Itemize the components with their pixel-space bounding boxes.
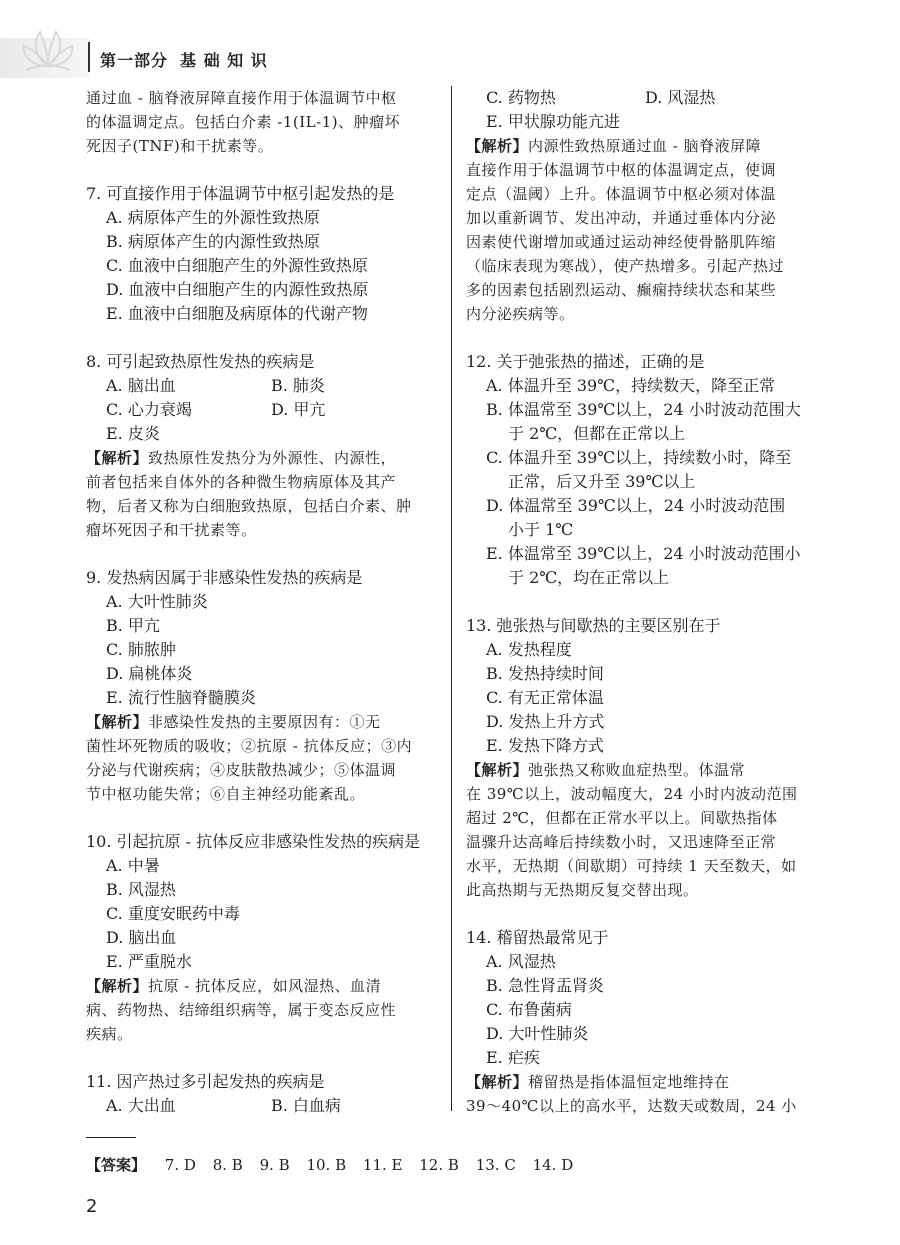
- option-a: A. 大叶性肺炎: [106, 592, 208, 611]
- option-line: E. 体温常至 39℃以上，24 小时波动范围小: [486, 544, 801, 563]
- question-11: [86, 1070, 436, 1118]
- option-line: 小于 1℃: [508, 520, 574, 539]
- option-b: B. 发热持续时间: [486, 664, 604, 683]
- question-7: [86, 182, 436, 326]
- answer-item: 11. E: [362, 1156, 403, 1174]
- right-column: [466, 86, 804, 1118]
- intro-explanation: [86, 86, 436, 158]
- text-line: 前者包括来自体外的各种微生物病原体及其产: [86, 473, 397, 491]
- section-title: [100, 48, 268, 71]
- option-d: D. 大叶性肺炎: [486, 1024, 589, 1043]
- text-line: 定点（温阈）上升。体温调节中枢必须对体温: [466, 185, 777, 203]
- question-12: [466, 350, 804, 590]
- option-e: E. 血液中白细胞及病原体的代谢产物: [106, 304, 368, 323]
- text-line: 抗原 - 抗体反应，如风湿热、血清: [148, 977, 382, 995]
- text-line: 内源性致热原通过血 - 脑脊液屏障: [528, 137, 762, 155]
- option-a: A. 风湿热: [486, 952, 556, 971]
- explanation-tag: 【解析】: [86, 449, 149, 467]
- question-stem: 14. 稽留热最常见于: [466, 928, 609, 947]
- question-8: [86, 350, 436, 542]
- option-line: 于 2℃，但都在正常以上: [508, 424, 686, 443]
- option-d: [466, 494, 804, 542]
- option-b: B. 急性肾盂肾炎: [486, 976, 604, 995]
- answer-key: [86, 1154, 585, 1175]
- left-column: [86, 86, 436, 1118]
- option-c: C. 有无正常体温: [486, 688, 604, 707]
- explanation-tag: 【解析】: [466, 761, 529, 779]
- question-11-continued: [466, 86, 804, 326]
- text-line: 水平，无热期（间歇期）可持续 1 天至数天，如: [466, 857, 797, 875]
- answer-item: 9. B: [259, 1156, 290, 1174]
- explanation: [466, 758, 804, 902]
- answer-key-tag: 【答案】: [86, 1156, 147, 1174]
- option-d: D. 发热上升方式: [486, 712, 605, 731]
- option-c: C. 肺脓肿: [106, 640, 176, 659]
- option-e: E. 严重脱水: [106, 952, 192, 971]
- question-stem: 11. 因产热过多引起发热的疾病是: [86, 1072, 325, 1091]
- text-line: 温骤升达高峰后持续数小时，又迅速降至正常: [466, 833, 777, 851]
- option-e: E. 甲状腺功能亢进: [486, 112, 620, 131]
- text-line: 的体温调定点。包括白介素 -1(IL-1)、肿瘤坏: [86, 113, 401, 131]
- option-line: B. 体温常至 39℃以上，24 小时波动范围大: [486, 400, 801, 419]
- option-d: D. 风湿热: [645, 88, 716, 107]
- question-stem: 8. 可引起致热原性发热的疾病是: [86, 352, 315, 371]
- text-line: 直接作用于体温调节中枢的体温调定点，使调: [466, 161, 777, 179]
- explanation-tag: 【解析】: [86, 977, 149, 995]
- question-14: [466, 926, 804, 1118]
- text-line: 非感染性发热的主要原因有：①无: [148, 713, 381, 731]
- option-line: 于 2℃，均在正常以上: [508, 568, 670, 587]
- text-line: 弛张热又称败血症热型。体温常: [528, 761, 746, 779]
- explanation-tag: 【解析】: [466, 137, 529, 155]
- text-line: 39～40℃以上的高水平，达数天或数周，24 小: [466, 1097, 797, 1115]
- option-row: [86, 1094, 436, 1118]
- text-line: 稽留热是指体温恒定地维持在: [528, 1073, 730, 1091]
- option-c: C. 药物热: [486, 88, 556, 107]
- option-d: D. 血液中白细胞产生的内源性致热原: [106, 280, 369, 299]
- answer-item: 14. D: [532, 1156, 574, 1174]
- option-row: [466, 86, 804, 110]
- text-line: 致热原性发热分为外源性、内源性，: [148, 449, 397, 467]
- option-d: D. 扁桃体炎: [106, 664, 193, 683]
- part-label: 第一部分: [100, 51, 169, 70]
- option-b: B. 风湿热: [106, 880, 176, 899]
- question-10: [86, 830, 436, 1046]
- text-line: 多的因素包括剧烈运动、癫痫持续状态和某些: [466, 281, 777, 299]
- question-stem: 13. 弛张热与间歇热的主要区别在于: [466, 616, 721, 635]
- option-e: [466, 542, 804, 590]
- text-line: 此高热期与无热期反复交替出现。: [466, 881, 699, 899]
- option-b: B. 甲亢: [106, 616, 160, 635]
- question-stem: 12. 关于弛张热的描述，正确的是: [466, 352, 705, 371]
- text-line: 超过 2℃，但都在正常水平以上。间歇热指体: [466, 809, 778, 827]
- option-b: B. 肺炎: [271, 376, 325, 395]
- text-line: 瘤坏死因子和干扰素等。: [86, 521, 257, 539]
- text-line: 分泌与代谢疾病；④皮肤散热减少；⑤体温调: [86, 761, 397, 779]
- option-line: C. 体温升至 39℃以上，持续数小时，降至: [486, 448, 792, 467]
- option-row: [86, 374, 436, 398]
- text-line: 内分泌疾病等。: [466, 305, 575, 323]
- question-13: [466, 614, 804, 902]
- option-c: C. 布鲁菌病: [486, 1000, 572, 1019]
- option-b: B. 白血病: [271, 1096, 341, 1115]
- option-e: E. 流行性脑脊髓膜炎: [106, 688, 256, 707]
- answer-item: 7. D: [164, 1156, 196, 1174]
- option-c: [466, 446, 804, 494]
- text-line: （临床表现为寒战），使产热增多。引起产热过: [466, 257, 785, 275]
- text-line: 物，后者又称为白细胞致热原，包括白介素、肿: [86, 497, 412, 515]
- explanation: [466, 1070, 804, 1118]
- question-9: [86, 566, 436, 806]
- option-row: [86, 398, 436, 422]
- explanation-tag: 【解析】: [86, 713, 149, 731]
- explanation: [86, 710, 436, 806]
- lotus-logo-icon: [18, 22, 78, 74]
- explanation: [86, 974, 436, 1046]
- option-e: E. 发热下降方式: [486, 736, 604, 755]
- header-separator: [88, 42, 90, 72]
- option-a: A. 病原体产生的外源性致热原: [106, 208, 320, 227]
- question-stem: 7. 可直接作用于体温调节中枢引起发热的是: [86, 184, 395, 203]
- answer-item: 8. B: [212, 1156, 243, 1174]
- page-header: [0, 0, 900, 78]
- option-line: D. 体温常至 39℃以上，24 小时波动范围: [486, 496, 786, 515]
- text-line: 病、药物热、结缔组织病等，属于变态反应性: [86, 1001, 397, 1019]
- explanation: [466, 134, 804, 326]
- option-d: D. 甲亢: [271, 400, 326, 419]
- option-a: A. 发热程度: [486, 640, 572, 659]
- option-a: A. 大出血: [106, 1096, 176, 1115]
- question-stem: 10. 引起抗原 - 抗体反应非感染性发热的疾病是: [86, 832, 421, 851]
- answer-item: 13. C: [475, 1156, 516, 1174]
- option-a: A. 体温升至 39℃，持续数天，降至正常: [486, 376, 776, 395]
- page-number: 2: [86, 1196, 98, 1217]
- option-c: C. 心力衰竭: [106, 400, 192, 419]
- option-c: C. 血液中白细胞产生的外源性致热原: [106, 256, 368, 275]
- option-b: B. 病原体产生的内源性致热原: [106, 232, 320, 251]
- answer-item: 12. B: [419, 1156, 459, 1174]
- text-line: 死因子(TNF)和干扰素等。: [86, 137, 274, 155]
- option-b: [466, 398, 804, 446]
- option-a: A. 中暑: [106, 856, 160, 875]
- option-c: C. 重度安眠药中毒: [106, 904, 240, 923]
- text-line: 因素使代谢增加或通过运动神经使骨骼肌阵缩: [466, 233, 777, 251]
- part-title: 基 础 知 识: [180, 51, 268, 70]
- explanation-tag: 【解析】: [466, 1073, 529, 1091]
- option-e: E. 皮炎: [106, 424, 160, 443]
- text-line: 加以重新调节、发出冲动，并通过垂体内分泌: [466, 209, 777, 227]
- option-a: A. 脑出血: [106, 376, 176, 395]
- text-line: 在 39℃以上，波动幅度大，24 小时内波动范围: [466, 785, 798, 803]
- option-line: 正常，后又升至 39℃以上: [508, 472, 696, 491]
- footnote-rule: [86, 1137, 136, 1138]
- option-e: E. 疟疾: [486, 1048, 540, 1067]
- answer-item: 10. B: [306, 1156, 347, 1174]
- text-line: 菌性坏死物质的吸收；②抗原 - 抗体反应；③内: [86, 737, 413, 755]
- explanation: [86, 446, 436, 542]
- text-line: 节中枢功能失常；⑥自主神经功能紊乱。: [86, 785, 366, 803]
- column-divider: [451, 86, 452, 1111]
- text-line: 通过血 - 脑脊液屏障直接作用于体温调节中枢: [86, 89, 397, 107]
- question-stem: 9. 发热病因属于非感染性发热的疾病是: [86, 568, 363, 587]
- option-d: D. 脑出血: [106, 928, 177, 947]
- text-line: 疾病。: [86, 1025, 133, 1043]
